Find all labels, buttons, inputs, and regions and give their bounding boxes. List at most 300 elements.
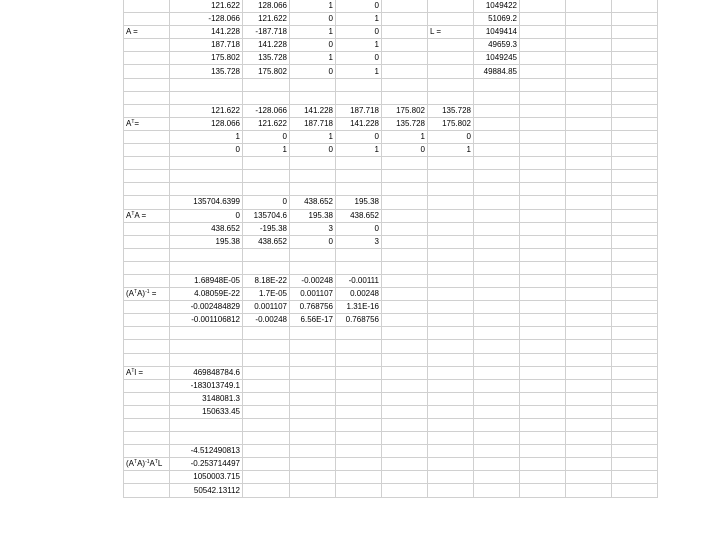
value-cell[interactable] [520, 445, 566, 458]
value-cell[interactable]: 175.802 [170, 52, 243, 65]
value-cell[interactable]: 0 [382, 144, 428, 157]
value-cell[interactable] [336, 366, 382, 379]
value-cell[interactable]: 121.622 [243, 13, 290, 26]
value-cell[interactable]: 438.652 [170, 222, 243, 235]
value-cell[interactable]: 0.001107 [243, 301, 290, 314]
value-cell[interactable] [290, 340, 336, 353]
value-cell[interactable] [336, 78, 382, 91]
value-cell[interactable] [474, 458, 520, 471]
row-label-cell[interactable] [124, 471, 170, 484]
value-cell[interactable] [243, 432, 290, 445]
value-cell[interactable] [612, 0, 658, 13]
row-label-cell[interactable] [124, 340, 170, 353]
value-cell[interactable] [382, 340, 428, 353]
value-cell[interactable] [474, 78, 520, 91]
value-cell[interactable] [382, 196, 428, 209]
value-cell[interactable] [382, 379, 428, 392]
value-cell[interactable] [612, 52, 658, 65]
value-cell[interactable]: -128.066 [170, 13, 243, 26]
value-cell[interactable] [382, 484, 428, 497]
value-cell[interactable] [566, 196, 612, 209]
value-cell[interactable]: 1049414 [474, 26, 520, 39]
value-cell[interactable] [566, 353, 612, 366]
value-cell[interactable] [170, 91, 243, 104]
value-cell[interactable] [290, 157, 336, 170]
value-cell[interactable] [566, 130, 612, 143]
row-label-cell[interactable] [124, 183, 170, 196]
value-cell[interactable]: 0 [428, 130, 474, 143]
value-cell[interactable] [382, 39, 428, 52]
value-cell[interactable] [566, 458, 612, 471]
value-cell[interactable]: 187.718 [336, 104, 382, 117]
value-cell[interactable] [520, 405, 566, 418]
value-cell[interactable] [566, 392, 612, 405]
value-cell[interactable] [290, 405, 336, 418]
value-cell[interactable] [566, 13, 612, 26]
value-cell[interactable] [612, 196, 658, 209]
value-cell[interactable] [612, 130, 658, 143]
value-cell[interactable]: 1.7E-05 [243, 288, 290, 301]
value-cell[interactable] [243, 340, 290, 353]
value-cell[interactable] [428, 183, 474, 196]
row-label-cell[interactable] [124, 157, 170, 170]
value-cell[interactable] [612, 445, 658, 458]
row-label-cell[interactable] [124, 445, 170, 458]
value-cell[interactable] [428, 209, 474, 222]
value-cell[interactable] [474, 274, 520, 287]
value-cell[interactable]: 1 [243, 144, 290, 157]
value-cell[interactable] [382, 392, 428, 405]
value-cell[interactable] [428, 65, 474, 78]
value-cell[interactable]: 141.228 [290, 104, 336, 117]
value-cell[interactable]: 1 [336, 144, 382, 157]
value-cell[interactable] [474, 183, 520, 196]
value-cell[interactable]: 1049422 [474, 0, 520, 13]
value-cell[interactable] [382, 445, 428, 458]
value-cell[interactable] [290, 78, 336, 91]
row-label-cell[interactable]: $(A^TA)^{-1}$ = [124, 288, 170, 301]
row-label-cell[interactable] [124, 170, 170, 183]
value-cell[interactable] [566, 144, 612, 157]
value-cell[interactable] [382, 248, 428, 261]
value-cell[interactable] [612, 471, 658, 484]
value-cell[interactable] [428, 340, 474, 353]
value-cell[interactable] [566, 314, 612, 327]
value-cell[interactable] [170, 432, 243, 445]
value-cell[interactable] [520, 301, 566, 314]
row-label-cell[interactable]: $(A^TA)^{-1}A^TL$ [124, 458, 170, 471]
value-cell[interactable] [566, 471, 612, 484]
value-cell[interactable] [566, 261, 612, 274]
value-cell[interactable] [290, 183, 336, 196]
value-cell[interactable] [520, 392, 566, 405]
value-cell[interactable] [566, 301, 612, 314]
value-cell[interactable] [474, 130, 520, 143]
value-cell[interactable] [243, 419, 290, 432]
value-cell[interactable] [336, 392, 382, 405]
value-cell[interactable] [243, 353, 290, 366]
value-cell[interactable]: 141.228 [243, 39, 290, 52]
value-cell[interactable]: 0 [336, 26, 382, 39]
value-cell[interactable] [520, 13, 566, 26]
value-cell[interactable]: 195.38 [170, 235, 243, 248]
value-cell[interactable] [474, 419, 520, 432]
value-cell[interactable] [336, 157, 382, 170]
value-cell[interactable] [566, 379, 612, 392]
row-label-cell[interactable] [124, 196, 170, 209]
row-label-cell[interactable] [124, 274, 170, 287]
value-cell[interactable] [612, 170, 658, 183]
value-cell[interactable]: 135.728 [170, 65, 243, 78]
value-cell[interactable] [243, 458, 290, 471]
value-cell[interactable] [520, 222, 566, 235]
value-cell[interactable]: -183013749.1 [170, 379, 243, 392]
value-cell[interactable]: 128.066 [170, 117, 243, 130]
value-cell[interactable] [474, 353, 520, 366]
value-cell[interactable] [336, 261, 382, 274]
row-label-cell[interactable] [124, 0, 170, 13]
value-cell[interactable]: 195.38 [336, 196, 382, 209]
value-cell[interactable] [428, 484, 474, 497]
value-cell[interactable]: -128.066 [243, 104, 290, 117]
value-cell[interactable] [520, 261, 566, 274]
value-cell[interactable] [520, 65, 566, 78]
value-cell[interactable]: 195.38 [290, 209, 336, 222]
value-cell[interactable]: 1 [290, 52, 336, 65]
value-cell[interactable]: 187.718 [170, 39, 243, 52]
value-cell[interactable] [336, 458, 382, 471]
value-cell[interactable]: 1 [382, 130, 428, 143]
value-cell[interactable] [428, 78, 474, 91]
value-cell[interactable]: 3148081.3 [170, 392, 243, 405]
value-cell[interactable] [566, 235, 612, 248]
value-cell[interactable] [382, 52, 428, 65]
value-cell[interactable] [382, 183, 428, 196]
value-cell[interactable] [428, 301, 474, 314]
value-cell[interactable] [382, 65, 428, 78]
value-cell[interactable] [566, 484, 612, 497]
value-cell[interactable] [612, 13, 658, 26]
value-cell[interactable] [612, 39, 658, 52]
value-cell[interactable] [612, 26, 658, 39]
value-cell[interactable] [170, 183, 243, 196]
value-cell[interactable] [336, 170, 382, 183]
value-cell[interactable] [566, 274, 612, 287]
row-label-cell[interactable] [124, 314, 170, 327]
row-label-cell[interactable] [124, 261, 170, 274]
row-label-cell[interactable] [124, 13, 170, 26]
value-cell[interactable] [474, 314, 520, 327]
value-cell[interactable] [243, 405, 290, 418]
value-cell[interactable] [520, 458, 566, 471]
value-cell[interactable] [243, 183, 290, 196]
value-cell[interactable] [243, 78, 290, 91]
value-cell[interactable] [566, 52, 612, 65]
value-cell[interactable] [428, 196, 474, 209]
value-cell[interactable] [612, 379, 658, 392]
value-cell[interactable]: 1 [290, 130, 336, 143]
value-cell[interactable] [474, 117, 520, 130]
value-cell[interactable] [520, 471, 566, 484]
value-cell[interactable] [243, 170, 290, 183]
value-cell[interactable] [612, 484, 658, 497]
value-cell[interactable] [566, 340, 612, 353]
value-cell[interactable]: 141.228 [170, 26, 243, 39]
value-cell[interactable]: 51069.2 [474, 13, 520, 26]
value-cell[interactable] [612, 91, 658, 104]
value-cell[interactable] [243, 484, 290, 497]
value-cell[interactable] [170, 78, 243, 91]
value-cell[interactable] [428, 0, 474, 13]
value-cell[interactable]: 1 [290, 0, 336, 13]
value-cell[interactable] [612, 274, 658, 287]
value-cell[interactable] [336, 445, 382, 458]
value-cell[interactable] [474, 261, 520, 274]
value-cell[interactable] [382, 157, 428, 170]
value-cell[interactable]: 8.18E-22 [243, 274, 290, 287]
value-cell[interactable] [520, 0, 566, 13]
value-cell[interactable] [382, 471, 428, 484]
value-cell[interactable]: -187.718 [243, 26, 290, 39]
value-cell[interactable]: 128.066 [243, 0, 290, 13]
value-cell[interactable]: 3 [290, 222, 336, 235]
value-cell[interactable] [566, 0, 612, 13]
value-cell[interactable] [520, 235, 566, 248]
row-label-cell[interactable] [124, 432, 170, 445]
value-cell[interactable] [520, 379, 566, 392]
value-cell[interactable] [382, 274, 428, 287]
value-cell[interactable] [428, 13, 474, 26]
value-cell[interactable] [474, 196, 520, 209]
value-cell[interactable] [243, 157, 290, 170]
value-cell[interactable] [428, 432, 474, 445]
value-cell[interactable] [243, 261, 290, 274]
value-cell[interactable] [474, 340, 520, 353]
row-label-cell[interactable]: $A^TA$ = [124, 209, 170, 222]
value-cell[interactable]: 175.802 [243, 65, 290, 78]
value-cell[interactable] [290, 170, 336, 183]
row-label-cell[interactable] [124, 39, 170, 52]
value-cell[interactable] [290, 353, 336, 366]
value-cell[interactable] [566, 405, 612, 418]
value-cell[interactable] [336, 248, 382, 261]
value-cell[interactable] [520, 39, 566, 52]
value-cell[interactable] [382, 458, 428, 471]
value-cell[interactable] [566, 39, 612, 52]
value-cell[interactable]: 469848784.6 [170, 366, 243, 379]
value-cell[interactable] [566, 432, 612, 445]
value-cell[interactable] [243, 327, 290, 340]
value-cell[interactable]: 150633.45 [170, 405, 243, 418]
value-cell[interactable] [382, 314, 428, 327]
value-cell[interactable] [520, 52, 566, 65]
value-cell[interactable]: 121.622 [170, 104, 243, 117]
value-cell[interactable] [612, 458, 658, 471]
value-cell[interactable] [612, 209, 658, 222]
value-cell[interactable] [566, 104, 612, 117]
value-cell[interactable] [428, 471, 474, 484]
row-label-cell[interactable] [124, 327, 170, 340]
value-cell[interactable] [290, 484, 336, 497]
value-cell[interactable]: 135.728 [243, 52, 290, 65]
value-cell[interactable] [612, 248, 658, 261]
value-cell[interactable] [170, 248, 243, 261]
value-cell[interactable] [428, 379, 474, 392]
value-cell[interactable] [382, 366, 428, 379]
value-cell[interactable]: 0.768756 [336, 314, 382, 327]
value-cell[interactable] [612, 235, 658, 248]
value-cell[interactable]: 50542.13112 [170, 484, 243, 497]
row-label-cell[interactable] [124, 78, 170, 91]
value-cell[interactable] [170, 353, 243, 366]
value-cell[interactable] [243, 91, 290, 104]
row-label-cell[interactable] [124, 419, 170, 432]
value-cell[interactable] [520, 144, 566, 157]
value-cell[interactable] [520, 117, 566, 130]
value-cell[interactable] [290, 419, 336, 432]
value-cell[interactable]: 135.728 [428, 104, 474, 117]
value-cell[interactable] [290, 445, 336, 458]
value-cell[interactable]: -0.00248 [243, 314, 290, 327]
value-cell[interactable] [612, 301, 658, 314]
value-cell[interactable] [382, 170, 428, 183]
value-cell[interactable] [520, 288, 566, 301]
value-cell[interactable]: -0.002484829 [170, 301, 243, 314]
value-cell[interactable] [566, 117, 612, 130]
value-cell[interactable] [428, 222, 474, 235]
value-cell[interactable] [428, 392, 474, 405]
value-cell[interactable] [520, 248, 566, 261]
value-cell[interactable] [382, 261, 428, 274]
value-cell[interactable] [336, 419, 382, 432]
value-cell[interactable] [520, 432, 566, 445]
value-cell[interactable] [290, 458, 336, 471]
value-cell[interactable] [520, 183, 566, 196]
value-cell[interactable]: 1049245 [474, 52, 520, 65]
value-cell[interactable] [428, 170, 474, 183]
value-cell[interactable] [566, 445, 612, 458]
value-cell[interactable] [520, 91, 566, 104]
value-cell[interactable] [520, 353, 566, 366]
value-cell[interactable] [336, 471, 382, 484]
value-cell[interactable] [474, 405, 520, 418]
value-cell[interactable]: 1 [290, 26, 336, 39]
row-label-cell[interactable] [124, 52, 170, 65]
value-cell[interactable] [290, 471, 336, 484]
value-cell[interactable] [290, 379, 336, 392]
value-cell[interactable] [382, 222, 428, 235]
row-label-cell[interactable] [124, 484, 170, 497]
row-label-cell[interactable] [124, 301, 170, 314]
value-cell[interactable]: 1.68948E-05 [170, 274, 243, 287]
value-cell[interactable]: 0.001107 [290, 288, 336, 301]
value-cell[interactable] [520, 104, 566, 117]
value-cell[interactable] [290, 261, 336, 274]
value-cell[interactable]: -195.38 [243, 222, 290, 235]
value-cell[interactable] [474, 432, 520, 445]
value-cell[interactable]: 121.622 [170, 0, 243, 13]
value-cell[interactable]: 49884.85 [474, 65, 520, 78]
value-cell[interactable]: 141.228 [336, 117, 382, 130]
value-cell[interactable] [474, 144, 520, 157]
value-cell[interactable] [428, 327, 474, 340]
value-cell[interactable] [474, 222, 520, 235]
value-cell[interactable]: 1050003.715 [170, 471, 243, 484]
value-cell[interactable] [520, 484, 566, 497]
value-cell[interactable]: 0 [290, 65, 336, 78]
value-cell[interactable] [474, 445, 520, 458]
value-cell[interactable] [428, 288, 474, 301]
value-cell[interactable] [520, 196, 566, 209]
value-cell[interactable] [474, 484, 520, 497]
value-cell[interactable]: 438.652 [290, 196, 336, 209]
row-label-cell[interactable] [124, 130, 170, 143]
value-cell[interactable] [520, 130, 566, 143]
value-cell[interactable] [170, 261, 243, 274]
value-cell[interactable] [520, 314, 566, 327]
value-cell[interactable]: 1 [336, 13, 382, 26]
value-cell[interactable] [612, 117, 658, 130]
value-cell[interactable] [520, 78, 566, 91]
value-cell[interactable]: 0 [243, 130, 290, 143]
value-cell[interactable] [612, 366, 658, 379]
value-cell[interactable] [428, 366, 474, 379]
value-cell[interactable]: 1.31E-16 [336, 301, 382, 314]
value-cell[interactable]: 3 [336, 235, 382, 248]
value-cell[interactable] [612, 432, 658, 445]
value-cell[interactable] [428, 91, 474, 104]
value-cell[interactable] [170, 327, 243, 340]
value-cell[interactable] [336, 183, 382, 196]
value-cell[interactable] [520, 419, 566, 432]
value-cell[interactable] [612, 340, 658, 353]
row-label-cell[interactable] [124, 405, 170, 418]
value-cell[interactable] [336, 379, 382, 392]
value-cell[interactable]: 135.728 [382, 117, 428, 130]
value-cell[interactable] [382, 353, 428, 366]
row-label-cell[interactable] [124, 353, 170, 366]
value-cell[interactable] [566, 183, 612, 196]
value-cell[interactable]: 438.652 [336, 209, 382, 222]
value-cell[interactable] [474, 379, 520, 392]
value-cell[interactable] [612, 78, 658, 91]
value-cell[interactable] [428, 52, 474, 65]
value-cell[interactable] [290, 248, 336, 261]
value-cell[interactable] [428, 419, 474, 432]
value-cell[interactable] [612, 327, 658, 340]
value-cell[interactable] [566, 248, 612, 261]
value-cell[interactable] [474, 209, 520, 222]
value-cell[interactable] [474, 288, 520, 301]
value-cell[interactable] [612, 353, 658, 366]
value-cell[interactable] [612, 183, 658, 196]
value-cell[interactable]: 121.622 [243, 117, 290, 130]
value-cell[interactable] [336, 327, 382, 340]
row-label-cell[interactable] [124, 222, 170, 235]
value-cell[interactable] [428, 248, 474, 261]
value-cell[interactable] [336, 353, 382, 366]
value-cell[interactable]: 1 [336, 65, 382, 78]
row-label-cell[interactable] [124, 392, 170, 405]
value-cell[interactable] [428, 39, 474, 52]
value-cell[interactable] [382, 432, 428, 445]
value-cell[interactable] [520, 209, 566, 222]
value-cell[interactable]: 1 [428, 144, 474, 157]
value-cell[interactable] [243, 445, 290, 458]
value-cell[interactable]: L = [428, 26, 474, 39]
value-cell[interactable]: 0 [336, 52, 382, 65]
value-cell[interactable] [566, 327, 612, 340]
